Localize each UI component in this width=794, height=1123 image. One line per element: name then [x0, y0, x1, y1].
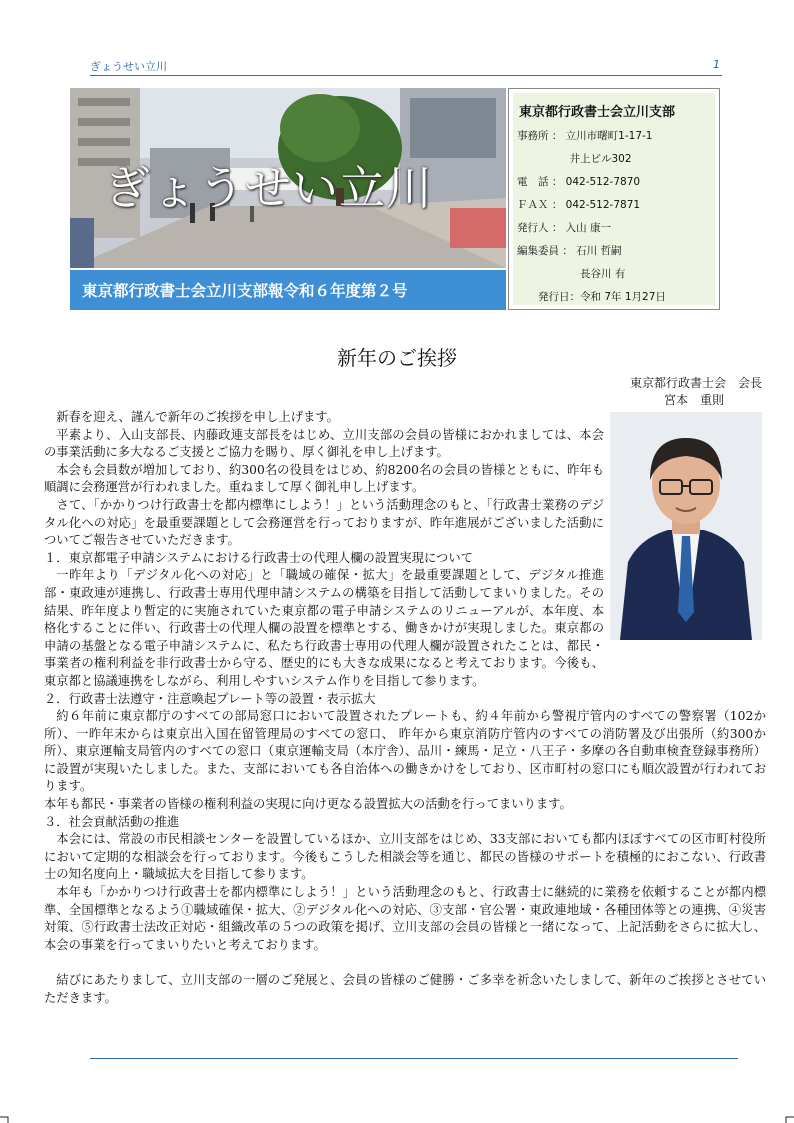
- info-org: 東京都行政書士会立川支部: [519, 105, 676, 120]
- station-photo: [70, 88, 506, 268]
- crop-mark: [0, 1113, 10, 1123]
- paragraph: 結びにあたりまして、立川支部の一層のご発展と、会員の皆様のご健勝・ご多幸を祈念いたしまして、新年のご挨拶とさせていただきます。: [44, 973, 766, 1005]
- section-heading: １．東京都電子申請システムにおける行政書士の代理人欄の設置実現について: [44, 550, 473, 565]
- info-fax: ＦＡＸ ： 042-512-7871: [517, 199, 641, 211]
- section-heading: ２．行政書士法遵守・注意喚起プレート等の設置・表示拡大: [44, 691, 376, 706]
- info-phone: 電 話 ： 042-512-7870: [517, 176, 641, 188]
- paragraph: 平素より、入山支部長、内藤政連支部長をはじめ、立川支部の会員の皆様におかれましては、本会の事業活動に多大なるご支援とご協力を賜り、厚く御礼を申し上げます。: [44, 427, 604, 460]
- spacer: [44, 954, 766, 972]
- masthead: [70, 88, 506, 310]
- info-editor-2: 長谷川 有: [517, 268, 626, 280]
- running-title: ぎょうせい立川: [90, 60, 167, 73]
- paragraph: 本年も「かかりつけ行政書士を都内標準にしよう！」という活動理念のもと、行政書士に継続的に業務を依頼することが都内標準、全国標準となるよう①職域確保・拡大、②デジタル化への対応、③支部・官公署・東政連地域・各種団体等との連携、④災害対策、⑤行政書士法改正対応・組織改革の５つの政策を掲げ、立川支部の会員の皆様と一緒になって、上記活動をさらに拡大し、本会の事業を行ってまいりたいと考えております。: [44, 885, 766, 952]
- section-heading: ３．社会貢献活動の推進: [44, 814, 180, 829]
- masthead-subtitle: 東京都行政書士会立川支部報令和６年度第２号: [82, 282, 408, 300]
- bottom-rule: [90, 1058, 738, 1059]
- info-address-building: 井上ビル302: [517, 153, 632, 165]
- article-body: [44, 409, 766, 1007]
- info-issue-date: 発行日：令和 7年 1月27日: [517, 291, 666, 303]
- paragraph: 本年も都民・事業者の皆様の権利利益の実現に向け更なる設置拡大の活動を行ってまいります。: [44, 797, 572, 812]
- running-header: [90, 56, 722, 76]
- author-org: 東京都行政書士会 会長: [629, 376, 762, 390]
- masthead-title: ぎょうせい立川: [104, 161, 433, 215]
- info-editor: 編集委員 ： 石川 哲嗣: [517, 245, 622, 257]
- paragraph: 約６年前に東京都庁のすべての部局窓口において設置されたプレートも、約４年前から警視庁管内のすべての警察署（102か所）、一昨年末からは東京出入国在留管理局のすべての窓口、 昨年から東京消防庁管内のすべての消防署及び出張所（約300か所）、東京運輸支局管内のすべての窓口（東京運輸支局（本庁舎）、品川・練馬・足立・八王子・多摩の各自動車検査登録事務所）に設置が実現いたしました。また、支部においても各自治体への働きかけをしており、区市町村の窓口にも順次設置が行われております。: [44, 709, 766, 794]
- paragraph: さて、「かかりつけ行政書士を都内標準にしよう！」という活動理念のもと、「行政書士業務のデジタル化への対応」を最重要課題として会務運営を行っておりますが、昨年進展がございました活動についてご報告させていただきます。: [44, 497, 604, 548]
- info-publisher: 発行人 ： 入山 康一: [517, 222, 612, 234]
- publisher-info-box: [508, 88, 720, 310]
- author-name: 宮本 重則: [663, 393, 724, 407]
- paragraph: 本会には、常設の市民相談センターを設置しているほか、立川支部をはじめ、33支部においても都内ほぼすべての区市町村役所において定期的な相談会を行っております。今後もこうした相談会等を通じ、都民の皆様のサポートを積極的におこない、行政書士の知名度向上・職域拡大を目指して参ります。: [44, 832, 766, 882]
- paragraph: 本会も会員数が増加しており、約300名の役員をはじめ、約8200名の会員の皆様とともに、昨年も順調に会務運営が行われました。重ねまして厚く御礼申し上げます。: [44, 462, 604, 495]
- info-address: 事務所 ： 立川市曙町1-17-1: [517, 130, 653, 142]
- info-panel: [513, 93, 715, 305]
- page-number: 1: [713, 58, 720, 71]
- paragraph: 一昨年より「デジタル化への対応」と「職域の確保・拡大」を最重要課題として、デジタル推進部・東政連が連携し、行政書士専用代理申請システムの構築を目指して活動してまいりました。その結果、昨年度より暫定的に実施されていた東京都の電子申請システムのリニューアルが、本年度、本格化することに伴い、行政書士の代理人欄の設置を標準とする、働きかけが実現しました。東京都の申請の基盤となる電子申請システムに、私たち行政書士専用の代理人欄が設置されたことは、都民・事業者の権利利益を非行政書士から守る、歴史的にも大きな成果になると考えております。今後も、東京都と協議連携をしながら、利用しやすいシステム作りを目指して参ります。: [44, 568, 604, 688]
- paragraph: 新春を迎え、謹んで新年のご挨拶を申し上げます。: [56, 410, 339, 424]
- crop-mark: [784, 1113, 794, 1123]
- article-title: 新年のご挨拶: [337, 346, 457, 370]
- masthead-bar: [70, 270, 506, 310]
